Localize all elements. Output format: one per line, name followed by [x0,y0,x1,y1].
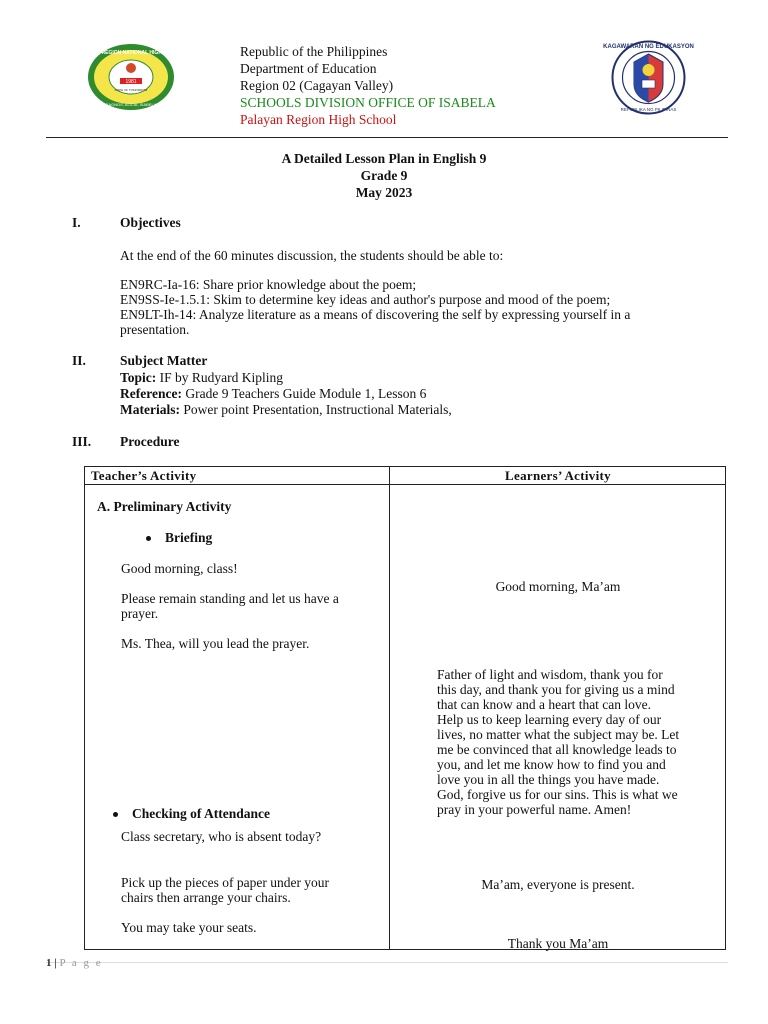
header-department: Department of Education [240,61,377,76]
learner-prayer-line: lives, no matter what the subject may be. Let [437,727,680,742]
briefing-item [146,530,212,546]
lesson-title: A Detailed Lesson Plan in English 9 [281,151,487,166]
briefing-label: Briefing [165,530,213,545]
procedure-table [84,466,726,950]
lesson-date: May 2023 [355,185,413,200]
topic-label: Topic: [120,370,157,385]
learner-thanks: Thank you Ma’am [507,936,609,951]
learner-prayer-line: this day, and thank you for giving us a mind [437,682,675,697]
topic-value: IF by Rudyard Kipling [156,370,284,385]
page-number: 1 [46,957,52,969]
svg-text:KAGAWARAN NG EDUKASYON: KAGAWARAN NG EDUKASYON [603,44,694,50]
bullet-icon [113,812,118,817]
svg-text:BAGNOS, ALICIA, ISABELA: BAGNOS, ALICIA, ISABELA [105,102,157,107]
svg-text:REPUBLIKA NG PILIPINAS: REPUBLIKA NG PILIPINAS [620,107,677,112]
objectives-heading: Objectives [120,215,181,230]
objective-item: presentation. [120,322,190,337]
teacher-lead-prayer: Ms. Thea, will you lead the prayer. [121,636,310,651]
header-school: Palayan Region High School [240,112,397,127]
learner-prayer-line: pray in your powerful name. Amen! [437,802,632,817]
deped-seal [603,40,694,115]
learner-prayer-line: me be convinced that all knowledge leads to [437,742,677,757]
teacher-pick-line2: chairs then arrange your chairs. [121,890,291,905]
teacher-secretary: Class secretary, who is absent today? [121,829,322,844]
subject-topic [120,370,283,386]
materials-value: Power point Presentation, Instructional Materials, [179,402,452,417]
lesson-grade: Grade 9 [360,168,408,183]
header-region: Region 02 (Cagayan Valley) [240,78,394,93]
objectives-intro: At the end of the 60 minutes discussion, the students should be able to: [120,248,504,263]
objectives-numeral: I. [72,215,81,230]
attendance-item [113,806,270,822]
objective-item: EN9LT-Ih-14: Analyze literature as a means of discovering the self by expressing yourself in a [120,307,631,322]
procedure-numeral: III. [72,434,92,449]
learners-activity-header: Learners’ Activity [505,468,611,483]
preliminary-activity: A. Preliminary Activity [97,499,232,514]
teacher-pick-line1: Pick up the pieces of paper under your [121,875,330,890]
reference-value: Grade 9 Teachers Guide Module 1, Lesson 6 [181,386,427,401]
learner-prayer-line: love you in all the things you have made. [437,772,660,787]
bullet-icon [146,536,151,541]
page-footer [46,957,103,969]
svg-text:1981: 1981 [125,79,137,85]
subject-reference [120,386,426,402]
teacher-seats: You may take your seats. [121,920,257,935]
school-logo [77,42,185,112]
svg-text:HOPE OF TOMORROW: HOPE OF TOMORROW [114,88,148,92]
teacher-remain-line2: prayer. [121,606,159,621]
procedure-heading: Procedure [120,434,180,449]
table-header-divider [85,484,725,485]
teacher-greeting: Good morning, class! [121,561,238,576]
header-division: SCHOOLS DIVISION OFFICE OF ISABELA [240,95,496,110]
learner-attendance-reply: Ma’am, everyone is present. [481,877,635,892]
learner-prayer-line: Help us to keep learning every day of our [437,712,662,727]
footer-divider [46,962,728,963]
subject-materials [120,402,452,418]
learner-prayer-line: you, and let me know how to find you and [437,757,666,772]
subject-numeral: II. [72,353,86,368]
reference-label: Reference: [120,386,182,401]
objective-item: EN9RC-Ia-16: Share prior knowledge about the poem; [120,277,417,292]
teacher-activity-header: Teacher’s Activity [91,468,197,483]
materials-label: Materials: [120,402,180,417]
svg-text:PALAYAN REGION NATIONAL HIGH S: PALAYAN REGION NATIONAL HIGH SCHOOL [77,50,185,56]
teacher-remain-line1: Please remain standing and let us have a [121,591,339,606]
subject-heading: Subject Matter [120,353,208,368]
header-divider [46,137,728,138]
objective-item: EN9SS-Ie-1.5.1: Skim to determine key ideas and author's purpose and mood of the poem; [120,292,611,307]
learner-prayer-line: Father of light and wisdom, thank you for [437,667,663,682]
attendance-label: Checking of Attendance [132,806,270,821]
learner-greeting: Good morning, Ma’am [495,579,621,594]
page-word: P a g e [59,957,103,969]
learner-prayer-line: God, forgive us for our sins. This is what we [437,787,678,802]
learner-prayer-line: that can know and a heart that can love. [437,697,652,712]
header-republic: Republic of the Philippines [240,44,388,59]
footer-separator: | [54,957,57,969]
